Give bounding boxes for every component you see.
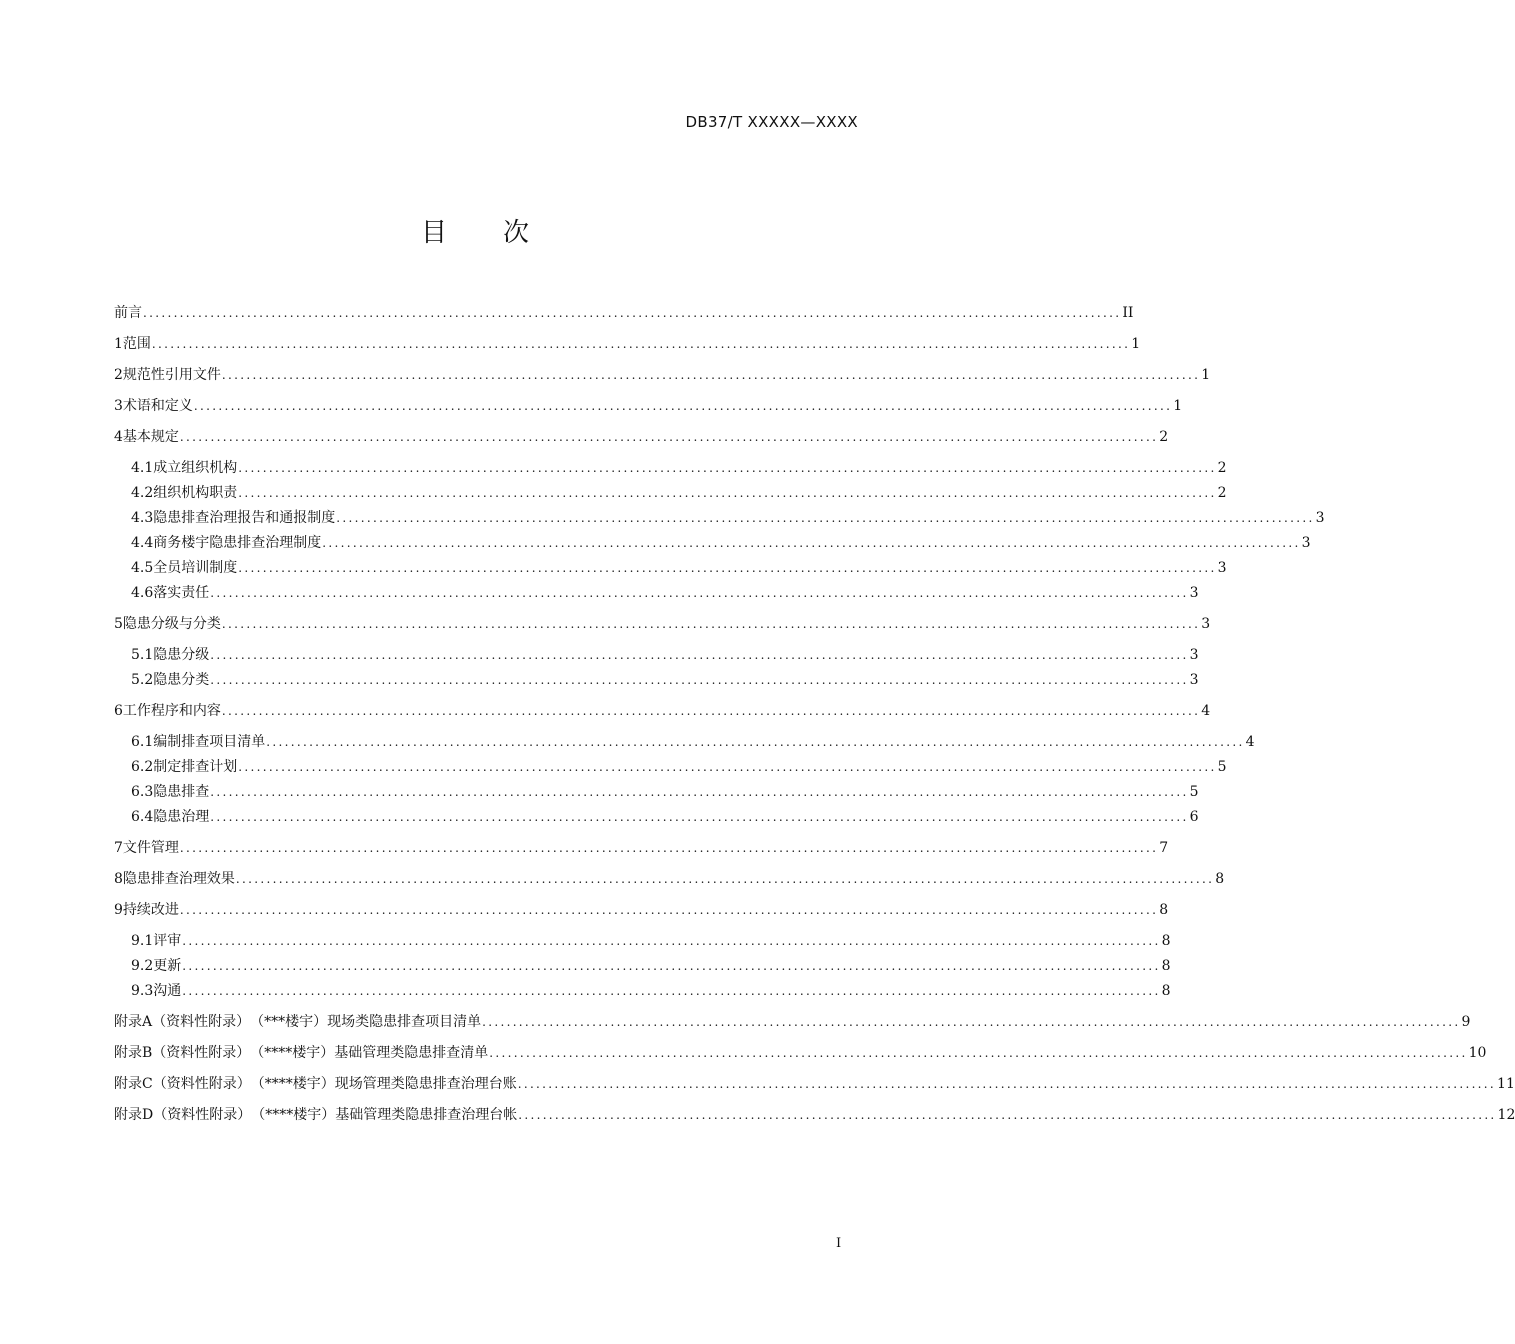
toc-entry-page: 8 [1161, 933, 1171, 949]
toc-entry-label: 更新 [153, 958, 182, 974]
toc-entry[interactable] [131, 557, 1227, 579]
toc-entry[interactable] [131, 781, 1199, 803]
toc-dot-leader: ................................................................................................................................................................ [482, 1015, 1461, 1029]
document-code: DB37/T XXXXX—XXXX [685, 113, 858, 131]
toc-entry[interactable] [131, 669, 1199, 691]
toc-entry-number: 6.4 [131, 809, 154, 825]
toc-entry[interactable] [114, 1073, 1515, 1095]
toc-entry-number: 4.6 [131, 585, 154, 601]
toc-entry[interactable] [114, 899, 1169, 921]
toc-entry-page: 2 [1159, 429, 1169, 445]
toc-entry-page: 3 [1217, 560, 1227, 576]
toc-entry[interactable] [131, 582, 1199, 604]
toc-entry[interactable] [131, 756, 1227, 778]
toc-entry-number: 1 [114, 336, 123, 352]
toc-entry[interactable] [114, 1104, 1515, 1126]
toc-entry-label: 前言 [114, 305, 142, 321]
toc-dot-leader: ................................................................................................................................................................ [238, 486, 1217, 500]
toc-entry-page: 7 [1159, 840, 1169, 856]
toc-entry-number: 4.1 [131, 460, 154, 476]
toc-dot-leader: ................................................................................................................................................................ [143, 306, 1122, 320]
toc-dot-leader: ................................................................................................................................................................ [238, 561, 1217, 575]
toc-entry-label: 隐患分类 [153, 672, 210, 688]
toc-entry-page: 2 [1217, 460, 1227, 476]
toc-entry-page: 1 [1201, 367, 1211, 383]
toc-appendix-tag: 附录A（资料性附录） [114, 1014, 251, 1030]
toc-entry-label: 持续改进 [122, 902, 179, 918]
toc-entry[interactable] [114, 333, 1141, 355]
toc-entry-page: 4 [1245, 734, 1255, 750]
toc-dot-leader: ................................................................................................................................................................ [182, 984, 1161, 998]
toc-entry-page: 9 [1461, 1014, 1471, 1030]
toc-entry-label: 文件管理 [122, 840, 179, 856]
toc-entry-number: 4 [114, 429, 123, 445]
toc-entry-number: 6.2 [131, 759, 154, 775]
toc-entry-page: 8 [1161, 983, 1171, 999]
toc-entry-number: 5 [114, 616, 123, 632]
toc-dot-leader: ................................................................................................................................................................ [266, 735, 1245, 749]
toc-entry-label: 评审 [153, 933, 182, 949]
toc-entry[interactable] [114, 302, 1134, 324]
toc-entry-page: 3 [1315, 510, 1325, 526]
toc-entry[interactable] [114, 613, 1211, 635]
toc-entry[interactable] [114, 1011, 1471, 1033]
toc-entry-page: II [1122, 305, 1134, 321]
toc-entry-page: 1 [1173, 398, 1183, 414]
toc-entry-label: （***楼宇）现场类隐患排查项目清单 [250, 1014, 482, 1030]
toc-entry-page: 8 [1159, 902, 1169, 918]
toc-entry-page: 5 [1217, 759, 1227, 775]
toc-dot-leader: ................................................................................................................................................................ [221, 368, 1201, 382]
toc-dot-leader: ................................................................................................................................................................ [210, 785, 1189, 799]
toc-entry[interactable] [131, 955, 1171, 977]
toc-entry-number: 4.4 [131, 535, 154, 551]
footer-page-number: I [836, 1236, 842, 1251]
toc-dot-leader: ................................................................................................................................................................ [179, 430, 1159, 444]
toc-entry-label: 术语和定义 [122, 398, 193, 414]
toc-entry-page: 3 [1189, 672, 1199, 688]
toc-entry-label: 隐患排查治理报告和通报制度 [153, 510, 336, 526]
toc-dot-leader: ................................................................................................................................................................ [489, 1046, 1468, 1060]
toc-entry-page: 3 [1189, 647, 1199, 663]
toc-entry-label: 全员培训制度 [153, 560, 238, 576]
toc-entry-label: 组织机构职责 [153, 485, 238, 501]
toc-entry[interactable] [131, 482, 1227, 504]
toc-entry-number: 5.1 [131, 647, 154, 663]
toc-entry-label: 隐患排查 [153, 784, 210, 800]
toc-dot-leader: ................................................................................................................................................................ [221, 617, 1201, 631]
toc-entry-label: 规范性引用文件 [122, 367, 221, 383]
toc-entry-page: 8 [1215, 871, 1225, 887]
toc-entry[interactable] [114, 1042, 1487, 1064]
toc-entry-number: 4.5 [131, 560, 154, 576]
toc-entry-label: 工作程序和内容 [122, 703, 221, 719]
toc-dot-leader: ................................................................................................................................................................ [517, 1077, 1497, 1091]
toc-entry-page: 3 [1201, 616, 1211, 632]
toc-appendix-tag: 附录D（资料性附录） [114, 1107, 252, 1123]
toc-entry-page: 11 [1497, 1076, 1515, 1092]
toc-entry-page: 2 [1217, 485, 1227, 501]
toc-dot-leader: ................................................................................................................................................................ [182, 934, 1161, 948]
toc-entry-label: 成立组织机构 [153, 460, 238, 476]
toc-entry[interactable] [131, 980, 1171, 1002]
toc-entry-label: 隐患治理 [153, 809, 210, 825]
toc-entry-page: 12 [1497, 1107, 1515, 1123]
toc-entry-number: 9 [114, 902, 123, 918]
toc-entry-label: （****楼宇）现场管理类隐患排查治理台账 [250, 1076, 517, 1092]
toc-entry-page: 4 [1201, 703, 1211, 719]
toc-entry-label: 范围 [122, 336, 151, 352]
toc-dot-leader: ................................................................................................................................................................ [151, 337, 1131, 351]
toc-entry-number: 5.2 [131, 672, 154, 688]
toc-entry-page: 6 [1189, 809, 1199, 825]
toc-dot-leader: ................................................................................................................................................................ [179, 903, 1159, 917]
toc-dot-leader: ................................................................................................................................................................ [210, 586, 1189, 600]
toc-entry[interactable] [131, 507, 1325, 529]
toc-entry-number: 8 [114, 871, 123, 887]
toc-entry[interactable] [131, 644, 1199, 666]
toc-entry-number: 3 [114, 398, 123, 414]
toc-dot-leader: ................................................................................................................................................................ [179, 841, 1159, 855]
toc-dot-leader: ................................................................................................................................................................ [210, 648, 1189, 662]
toc-entry[interactable] [114, 837, 1169, 859]
toc-dot-leader: ................................................................................................................................................................ [182, 959, 1161, 973]
toc-entry-label: 隐患分级 [153, 647, 210, 663]
toc-dot-leader: ................................................................................................................................................................ [210, 810, 1189, 824]
toc-entry-page: 5 [1189, 784, 1199, 800]
toc-entry-number: 2 [114, 367, 123, 383]
toc-entry-label: 隐患分级与分类 [122, 616, 221, 632]
toc-entry[interactable] [131, 806, 1199, 828]
toc-entry-page: 3 [1189, 585, 1199, 601]
toc-dot-leader: ................................................................................................................................................................ [238, 461, 1217, 475]
toc-entry-number: 9.2 [131, 958, 154, 974]
title-char-left: 目 [420, 218, 447, 248]
toc-entry-label: （****楼宇）基础管理类隐患排查治理台帐 [251, 1107, 518, 1123]
toc-entry[interactable] [131, 731, 1255, 753]
toc-entry-number: 9.3 [131, 983, 154, 999]
toc-entry[interactable] [131, 930, 1171, 952]
toc-entry-number: 6 [114, 703, 123, 719]
toc-entry[interactable] [114, 364, 1211, 386]
toc-dot-leader: ................................................................................................................................................................ [210, 673, 1189, 687]
toc-entry-label: 基本规定 [122, 429, 179, 445]
toc-appendix-tag: 附录B（资料性附录） [114, 1045, 251, 1061]
toc-entry-page: 3 [1301, 535, 1311, 551]
toc-dot-leader: ................................................................................................................................................................ [322, 536, 1301, 550]
toc-entry-number: 9.1 [131, 933, 154, 949]
toc-entry-number: 4.2 [131, 485, 154, 501]
toc-entry[interactable] [114, 426, 1169, 448]
toc-entry-label: 沟通 [153, 983, 182, 999]
toc-entry-label: 隐患排查治理效果 [122, 871, 235, 887]
toc-entry-label: 编制排查项目清单 [153, 734, 266, 750]
toc-dot-leader: ................................................................................................................................................................ [336, 511, 1315, 525]
toc-entry-page: 8 [1161, 958, 1171, 974]
toc-entry-number: 6.3 [131, 784, 154, 800]
toc-entry-label: 制定排查计划 [153, 759, 238, 775]
toc-entry-page: 10 [1468, 1045, 1487, 1061]
toc-entry-number: 7 [114, 840, 123, 856]
toc-entry-page: 1 [1131, 336, 1141, 352]
toc-dot-leader: ................................................................................................................................................................ [238, 760, 1217, 774]
toc-entry-number: 6.1 [131, 734, 154, 750]
toc-entry-label: （****楼宇）基础管理类隐患排查清单 [250, 1045, 489, 1061]
toc-entry[interactable] [114, 700, 1211, 722]
toc-entry[interactable] [114, 868, 1225, 890]
toc-entry[interactable] [114, 395, 1183, 417]
toc-entry[interactable] [131, 532, 1311, 554]
toc-entry-number: 4.3 [131, 510, 154, 526]
toc-entry-label: 落实责任 [153, 585, 210, 601]
page-title [0, 212, 950, 249]
toc-entry-label: 商务楼宇隐患排查治理制度 [153, 535, 322, 551]
toc-entry[interactable] [131, 457, 1227, 479]
title-char-right: 次 [503, 218, 530, 248]
toc-dot-leader: ................................................................................................................................................................ [193, 399, 1173, 413]
toc-dot-leader: ................................................................................................................................................................ [235, 872, 1215, 886]
toc-appendix-tag: 附录C（资料性附录） [114, 1076, 251, 1092]
toc-dot-leader: ................................................................................................................................................................ [518, 1108, 1497, 1122]
toc-dot-leader: ................................................................................................................................................................ [221, 704, 1201, 718]
